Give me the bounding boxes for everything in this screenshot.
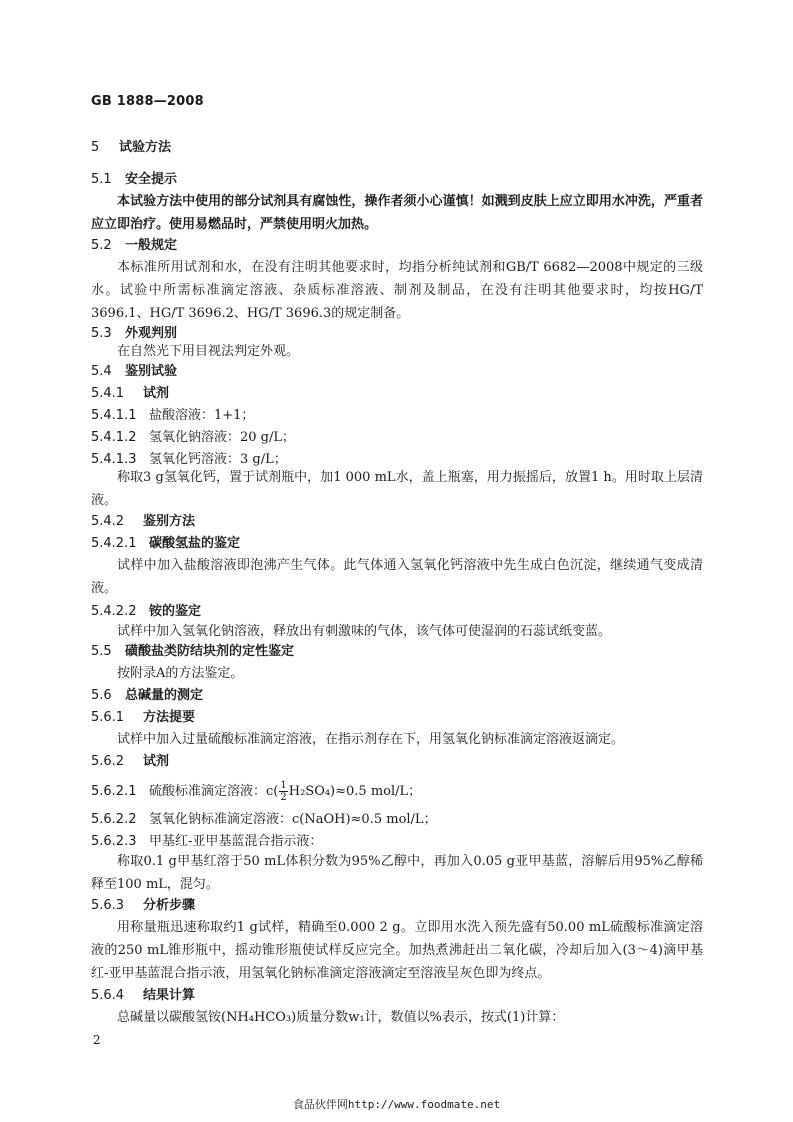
item-5-4-1-3: 5.4.1.3 氢氧化钙溶液：3 g/L； (91, 452, 287, 467)
section-5-4-2-1-heading: 5.4.2.1 碳酸氢盐的鉴定 (91, 536, 241, 551)
item-5-6-2-1: 5.6.2.1 硫酸标准滴定溶液：c( $\frac{1}{2}$ H₂SO₄)≈0.5 mol/L； (91, 780, 422, 803)
section-5-4-2-2-heading: 5.4.2.2 铵的鉴定 (91, 604, 202, 619)
item-5-6-2-3: 5.6.2.3 甲基红-亚甲基蓝混合指示液： (91, 834, 323, 849)
sulfonate-method: 按附录A的方法鉴定。 (117, 666, 244, 681)
section-5-6-2-heading: 5.6.2 试剂 (91, 754, 170, 769)
section-5-2-heading: 5.2 一般规定 (91, 238, 178, 253)
section-5-heading: 5 试验方法 (91, 140, 172, 155)
section-5-1-heading: 5.1 安全提示 (91, 172, 178, 187)
section-5-5-heading: 5.5 磺酸盐类防结块剂的定性鉴定 (91, 644, 295, 659)
calcium-hydroxide-prep: 称取3 g氢氧化钙，置于试剂瓶中，加1 000 mL水，盖上瓶塞，用力振摇后，放置1 h。用时取上层清液。 (91, 470, 703, 508)
analysis-steps: 用称量瓶迅速称取约1 g试样，精确至0.000 2 g。立即用水洗入预先盛有50.00 mL硫酸标准滴定溶液的250 mL锥形瓶中，摇动锥形瓶使试样反应完全。加热煮沸赶出二氧化碳，冷却后加入(3～4)滴甲基红-亚甲基蓝混合指示液，用氢氧化钠标准滴定溶液滴定至溶液呈灰色即为终点。 (91, 920, 703, 981)
section-5-3-heading: 5.3 外观判别 (91, 326, 178, 341)
section-5-6-3-heading: 5.6.3 分析步骤 (91, 898, 196, 913)
section-5-6-1-heading: 5.6.1 方法提要 (91, 710, 196, 725)
section-5-4-heading: 5.4 鉴别试验 (91, 364, 178, 379)
appearance-paragraph: 在自然光下用目视法判定外观。 (117, 344, 300, 359)
ammonium-identification: 试样中加入氢氧化钠溶液，释放出有刺激味的气体，该气体可使湿润的石蕊试纸变蓝。 (117, 624, 612, 639)
section-5-6-heading: 5.6 总碱量的测定 (91, 688, 204, 703)
result-calculation: 总碱量以碳酸氢铵(NH₄HCO₃)质量分数w₁计，数值以%表示，按式(1)计算： (117, 1010, 565, 1025)
item-5-6-2-2: 5.6.2.2 氢氧化钠标准滴定溶液：c(NaOH)≈0.5 mol/L； (91, 812, 437, 827)
section-5-4-2-heading: 5.4.2 鉴别方法 (91, 514, 196, 529)
bicarbonate-identification: 试样中加入盐酸溶液即泡沸产生气体。此气体通入氢氧化钙溶液中先生成白色沉淀，继续通气变成清液。 (91, 558, 703, 596)
general-rules-paragraph: 本标准所用试剂和水，在没有注明其他要求时，均指分析纯试剂和GB/T 6682—2008中规定的三级水。试验中所需标准滴定溶液、杂质标准溶液、制剂及制品，在没有注明其他要求时，均按HG/T 3696.1、HG/T 3696.2、HG/T 3696.3的规定制备。 (91, 260, 703, 321)
section-5-6-4-heading: 5.6.4 结果计算 (91, 988, 196, 1003)
one-half-fraction: $\frac{1}{2}$ (280, 780, 287, 803)
footer-watermark: 食品伙伴网http://www.foodmate.net (292, 1098, 501, 1111)
standard-code: GB 1888—2008 (91, 94, 204, 109)
indicator-prep: 称取0.1 g甲基红溶于50 mL体积分数为95%乙醇中，再加入0.05 g亚甲基蓝，溶解后用95%乙醇稀释至100 mL，混匀。 (91, 854, 703, 892)
page-number: 2 (93, 1033, 101, 1047)
safety-notice: 本试验方法中使用的部分试剂具有腐蚀性，操作者须小心谨慎！如溅到皮肤上应立即用水冲洗，严重者应立即治疗。使用易燃品时，严禁使用明火加热。 (91, 194, 703, 232)
method-summary: 试样中加入过量硫酸标准滴定溶液，在指示剂存在下，用氢氧化钠标准滴定溶液返滴定。 (117, 732, 625, 747)
section-5-4-1-heading: 5.4.1 试剂 (91, 386, 170, 401)
item-5-4-1-1: 5.4.1.1 盐酸溶液：1+1； (91, 408, 255, 423)
item-5-4-1-2: 5.4.1.2 氢氧化钠溶液：20 g/L； (91, 430, 296, 445)
